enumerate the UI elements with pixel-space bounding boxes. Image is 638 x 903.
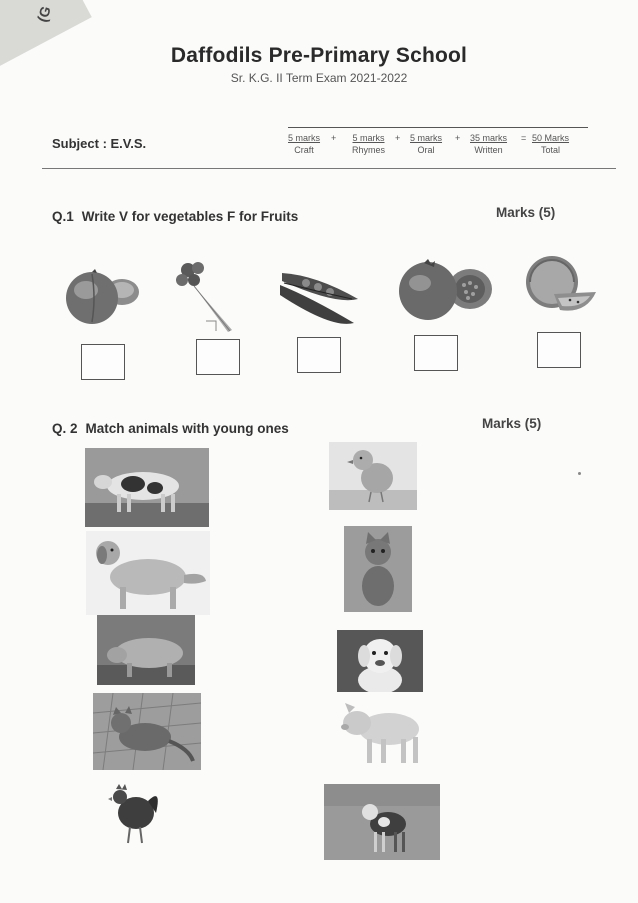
piglet-image bbox=[335, 693, 431, 771]
cow-image bbox=[85, 448, 209, 527]
marks-breakdown bbox=[288, 124, 588, 156]
cat-image bbox=[93, 693, 201, 770]
carrot-icon bbox=[172, 258, 238, 334]
marks-label: Craft bbox=[294, 145, 314, 155]
exam-title: Sr. K.G. II Term Exam 2021-2022 bbox=[230, 71, 408, 85]
plus-sign: + bbox=[331, 133, 337, 143]
answer-box-pumpkin[interactable] bbox=[81, 344, 125, 380]
marks-value: 35 marks bbox=[470, 133, 508, 143]
equals-sign: = bbox=[521, 133, 527, 143]
answer-box-pomegranate[interactable] bbox=[414, 335, 458, 371]
marks-top-line bbox=[288, 127, 588, 128]
marks-total bbox=[532, 133, 569, 155]
peas-icon bbox=[276, 263, 362, 329]
plus-sign: + bbox=[455, 133, 461, 143]
hen-image bbox=[108, 777, 160, 847]
marks-written bbox=[470, 133, 507, 155]
marks-value: 5 marks bbox=[288, 133, 321, 143]
subject-label: Subject : E.V.S. bbox=[52, 136, 147, 151]
q1-marks: Marks (5) bbox=[496, 205, 556, 220]
pumpkin-icon bbox=[62, 268, 142, 326]
answer-box-carrot[interactable] bbox=[196, 339, 240, 375]
q1-text: Write V for vegetables F for Fruits bbox=[81, 209, 299, 224]
marks-rhymes bbox=[352, 133, 385, 155]
stray-mark bbox=[578, 472, 581, 475]
q1-number: Q.1 bbox=[52, 209, 74, 224]
marks-value: 5 marks bbox=[352, 133, 385, 143]
calf-image bbox=[324, 784, 440, 860]
marks-label: Rhymes bbox=[352, 145, 386, 155]
q2-heading bbox=[52, 421, 289, 436]
chick-image bbox=[329, 442, 417, 510]
school-name: Daffodils Pre-Primary School bbox=[170, 44, 468, 67]
watermelon-icon bbox=[520, 254, 600, 316]
pomegranate-icon bbox=[396, 259, 496, 323]
answer-box-peas[interactable] bbox=[297, 337, 341, 373]
pig-image bbox=[97, 615, 195, 685]
marks-value: 50 Marks bbox=[532, 133, 570, 143]
q2-marks: Marks (5) bbox=[482, 416, 542, 431]
marks-label: Oral bbox=[417, 145, 435, 155]
q2-number: Q. 2 bbox=[52, 421, 78, 436]
puppy-image bbox=[337, 630, 423, 692]
answer-box-watermelon[interactable] bbox=[537, 332, 581, 368]
marks-label: Total bbox=[541, 145, 561, 155]
q2-text: Match animals with young ones bbox=[85, 421, 289, 436]
dog-image bbox=[86, 531, 210, 615]
plus-sign: + bbox=[395, 133, 401, 143]
marks-label: Written bbox=[474, 145, 503, 155]
kitten-image bbox=[344, 526, 412, 612]
marks-craft bbox=[288, 133, 320, 155]
marks-oral bbox=[410, 133, 442, 155]
corner-mark: (G bbox=[33, 4, 54, 24]
q1-heading bbox=[52, 209, 298, 224]
marks-value: 5 marks bbox=[410, 133, 443, 143]
header-divider bbox=[42, 168, 616, 169]
